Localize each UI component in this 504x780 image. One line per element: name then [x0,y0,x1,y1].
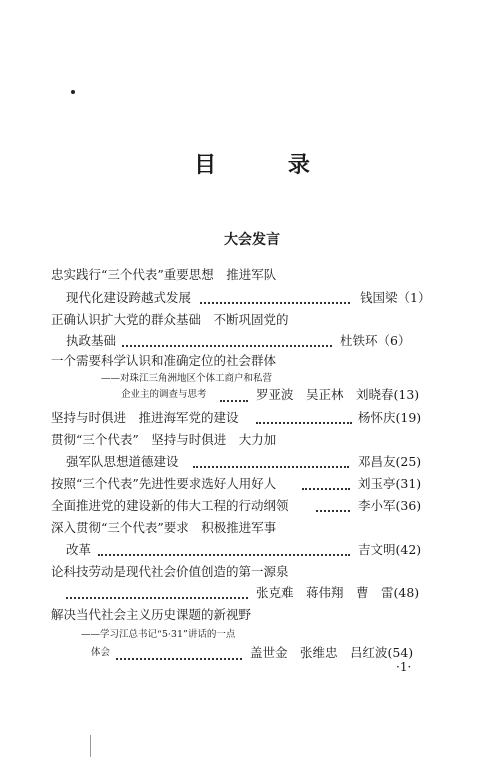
toc-entry-5-line2: 强军队思想道德建设 [66,454,179,469]
toc-entry-4-line1: 坚持与时俱进 推进海军党的建设 [51,410,239,425]
stray-dot-mark [71,90,75,94]
toc-entry-10-author: 盖世金 张维忠 吕红波(54) [250,645,414,660]
toc-entry-1-line2: 现代化建设跨越式发展 [66,290,192,305]
toc-entry-9-author: 张克难 蒋伟翔 曹 雷(48) [256,585,420,600]
toc-entry-3-subtitle2: 企业主的调查与思考 [121,389,207,400]
toc-entry-2-author: 杜铁环（6） [340,333,411,348]
toc-entry-2-line1: 正确认识扩大党的群众基础 不断巩固党的 [51,312,289,327]
toc-entry-8-line2: 改革 [66,542,92,557]
toc-entry-8-line1: 深入贯彻“三个代表”要求 积极推进军事 [51,520,277,535]
toc-entry-7-author: 李小军(36) [358,498,422,513]
toc-entry-5-line1: 贯彻“三个代表” 坚持与时俱进 大力加 [51,432,277,447]
toc-entry-4-author: 杨怀庆(19) [358,410,422,425]
toc-entry-3-author: 罗亚波 吴正林 刘晓春(13) [256,387,420,402]
toc-entry-9-line1: 论科技劳动是现代社会价值创造的第一源泉 [51,564,289,579]
toc-entry-3-subtitle1: ——对珠江三角洲地区个体工商户和私营 [101,373,273,384]
dot-leader [116,658,242,660]
toc-entry-10-line1: 解决当代社会主义历史课题的新视野 [51,607,252,622]
margin-line [90,735,91,757]
toc-entry-1-line1: 忠实践行“三个代表”重要思想 推进军队 [51,267,277,282]
dot-leader [66,597,248,599]
toc-entry-3-line1: 一个需要科学认识和准确定位的社会群体 [51,353,277,368]
dot-leader [98,554,350,556]
toc-entry-2-line2: 执政基础 [66,333,117,348]
dot-leader [220,400,248,402]
dot-leader [316,510,350,512]
toc-entry-7-line1: 全面推进党的建设新的伟大工程的行动纲领 [51,498,289,513]
dot-leader [200,302,350,304]
page-title: 目 录 [194,153,342,178]
dot-leader [302,488,350,490]
toc-entry-10-subtitle1: ——学习江总书记“5·31”讲话的一点 [81,629,236,640]
toc-entry-6-line1: 按照“三个代表”先进性要求选好人用好人 [51,476,277,491]
toc-entry-8-author: 吉文明(42) [358,542,422,557]
dot-leader [122,345,332,347]
dot-leader [193,466,349,468]
section-heading: 大会发言 [224,232,280,248]
toc-entry-5-author: 邓昌友(25) [358,454,422,469]
toc-entry-10-subtitle2: 体会 [91,647,111,658]
toc-entry-6-author: 刘玉亭(31) [358,476,422,491]
dot-leader [256,422,352,424]
toc-entry-1-author: 钱国梁（1） [360,290,431,305]
page-number: ·1· [396,660,412,674]
